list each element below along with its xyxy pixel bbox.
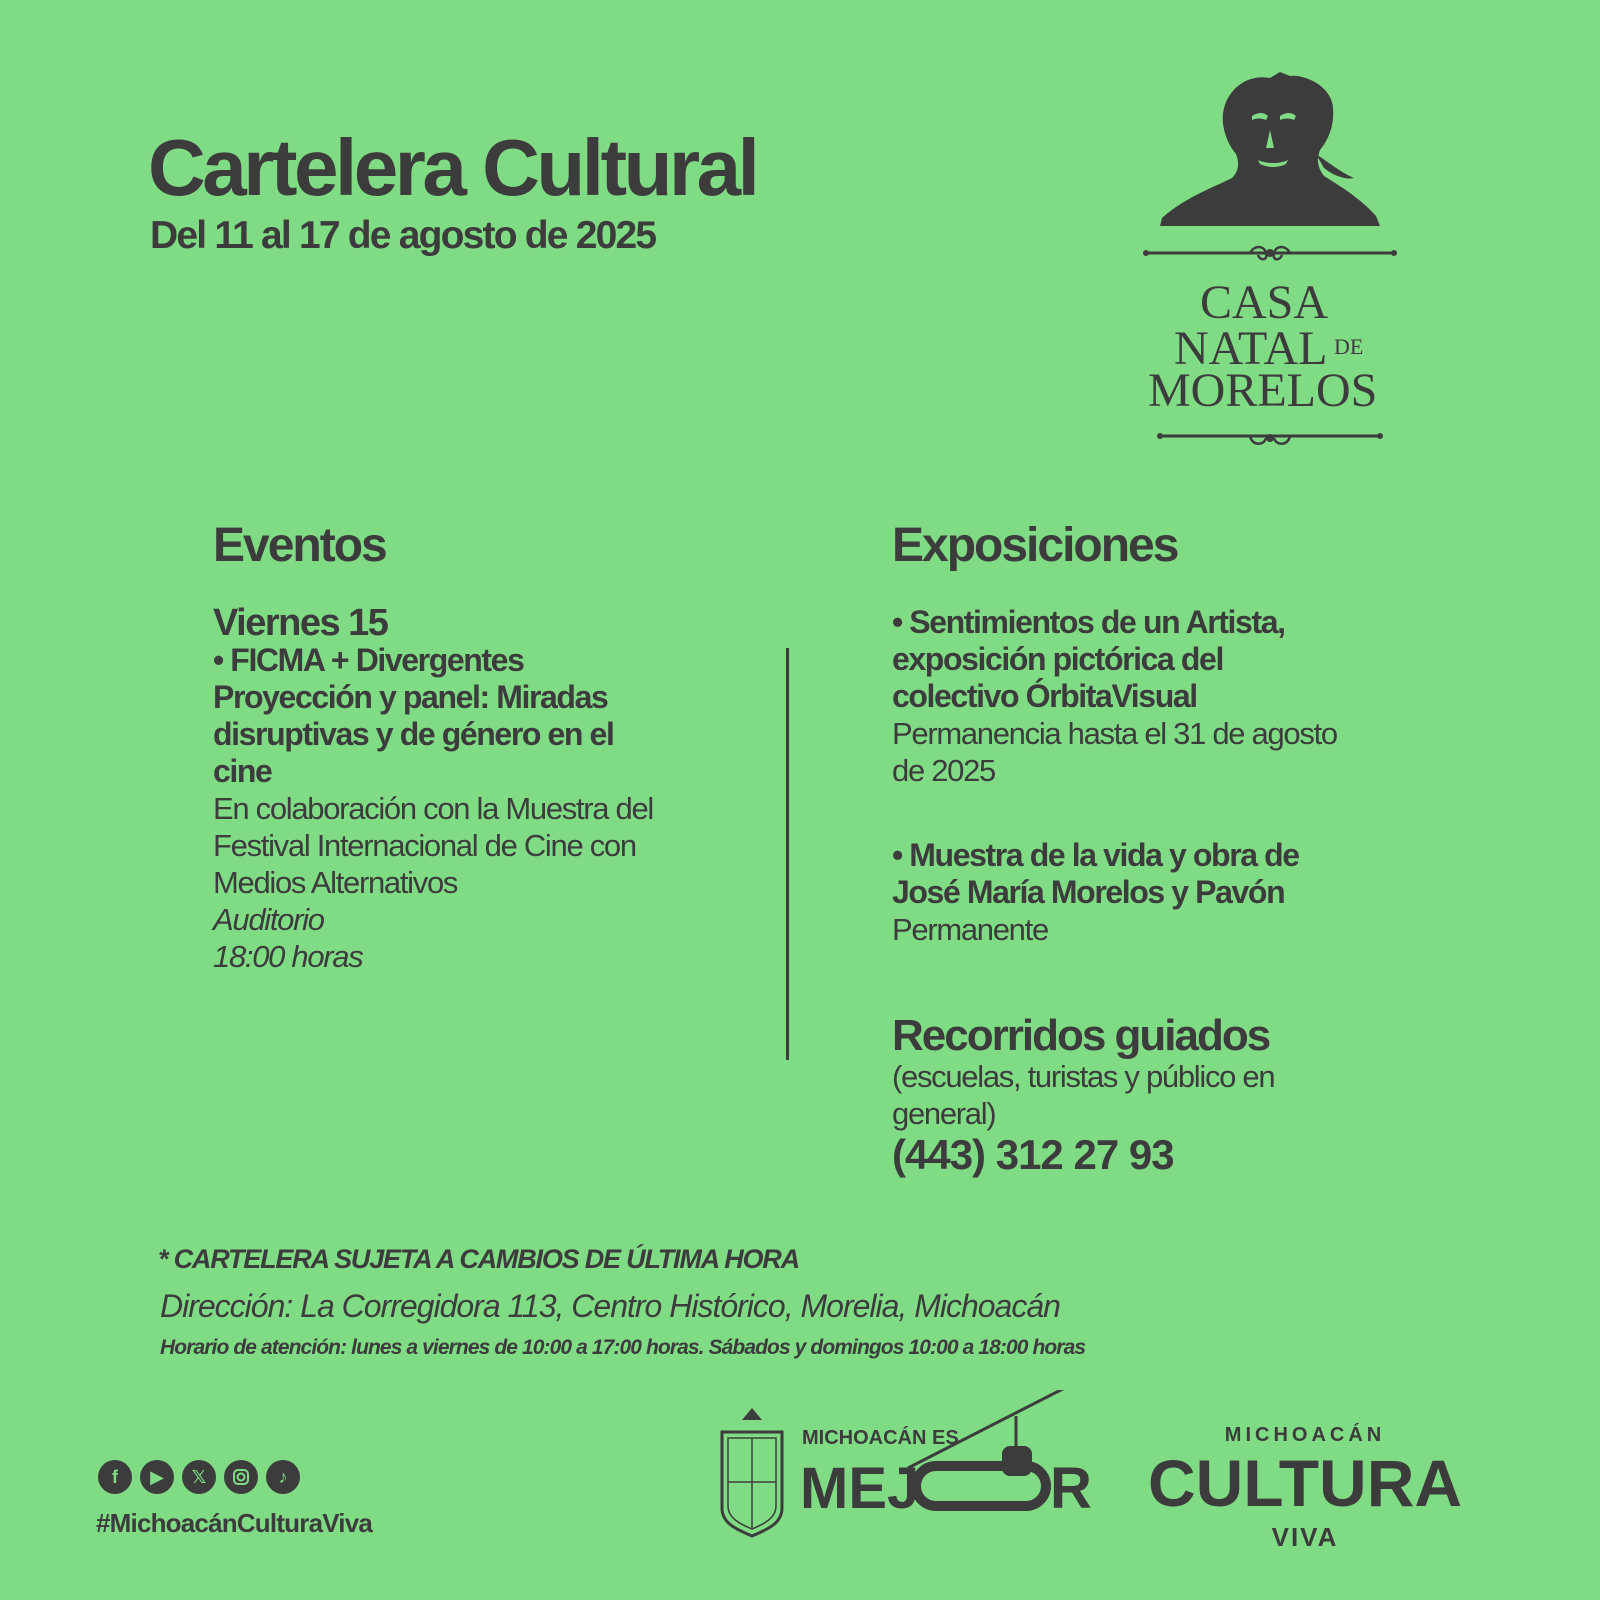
- cultura-logo-main: CULTURA: [1147, 1446, 1463, 1520]
- exhibition-note: Permanente: [892, 912, 1048, 947]
- events-heading: Eventos: [213, 519, 386, 572]
- ornament-divider-icon: [1140, 243, 1400, 263]
- svg-text:DE: DE: [1334, 334, 1364, 359]
- casa-natal-wordmark: [1140, 278, 1400, 408]
- tours-description: (escuelas, turistas y público en: [892, 1059, 1275, 1094]
- svg-text:MORELOS: MORELOS: [1148, 364, 1378, 408]
- address-text: Dirección: La Corregidora 113, Centro Histórico, Morelia, Michoacán: [160, 1288, 1060, 1324]
- facebook-icon[interactable]: f: [98, 1460, 132, 1494]
- svg-text:R: R: [1050, 1456, 1092, 1521]
- cultura-viva-logo: [1140, 1420, 1470, 1550]
- exhibitions-section: [892, 519, 1412, 1178]
- cultura-logo-bottom: VIVA: [1271, 1522, 1339, 1552]
- exhibitions-heading: Exposiciones: [892, 519, 1178, 572]
- event-day: Viernes 15: [213, 602, 388, 644]
- exhibition-note: Permanencia hasta el 31 de agosto: [892, 716, 1337, 751]
- event-title: Proyección y panel: Miradas: [213, 679, 608, 715]
- x-icon[interactable]: 𝕏: [182, 1460, 216, 1494]
- event-description: En colaboración con la Muestra del: [213, 791, 654, 826]
- exhibition-item: [892, 604, 1412, 789]
- ornament-divider-icon: [1140, 428, 1400, 448]
- event-description: Medios Alternativos: [213, 865, 458, 900]
- exhibition-note: de 2025: [892, 753, 995, 788]
- event-time: 18:00 horas: [213, 939, 363, 974]
- casa-natal-logo: [1140, 68, 1400, 468]
- event-item: [213, 642, 713, 975]
- svg-text:CASA: CASA: [1200, 278, 1329, 329]
- instagram-icon[interactable]: [224, 1460, 258, 1494]
- gov-logo-graphic: [720, 1390, 1100, 1540]
- michoacan-es-mejor-logo: [720, 1390, 1100, 1540]
- svg-text:MICHOACÁN ES: MICHOACÁN ES: [802, 1427, 959, 1449]
- exhibition-item: [892, 837, 1412, 948]
- cultura-logo-top: MICHOACÁN: [1224, 1424, 1386, 1446]
- hashtag: #MichoacánCulturaViva: [96, 1508, 373, 1538]
- events-section: [213, 519, 713, 975]
- youtube-icon[interactable]: ▶: [140, 1460, 174, 1494]
- exhibition-title: • Sentimientos de un Artista,: [892, 604, 1285, 640]
- date-range: Del 11 al 17 de agosto de 2025: [150, 214, 656, 257]
- tours-description: general): [892, 1096, 996, 1131]
- exhibition-title: • Muestra de la vida y obra de: [892, 837, 1299, 873]
- tours-heading: Recorridos guiados: [892, 1011, 1270, 1060]
- event-title: disruptivas y de género en el: [213, 716, 614, 752]
- tiktok-icon[interactable]: ♪: [266, 1460, 300, 1494]
- event-title: • FICMA + Divergentes: [213, 642, 524, 678]
- event-description: Festival Internacional de Cine con: [213, 828, 636, 863]
- event-title: cine: [213, 753, 272, 789]
- social-icons: [98, 1460, 300, 1494]
- exhibition-title: colectivo ÓrbitaVisual: [892, 678, 1197, 714]
- morelos-portrait-icon: [1140, 68, 1400, 233]
- exhibition-title: exposición pictórica del: [892, 641, 1223, 677]
- event-venue: Auditorio: [213, 902, 324, 937]
- column-divider: [786, 648, 789, 1060]
- tours-phone[interactable]: (443) 312 27 93: [892, 1131, 1174, 1178]
- svg-text:MEJ: MEJ: [800, 1456, 920, 1521]
- opening-hours: Horario de atención: lunes a viernes de 10:00 a 17:00 horas. Sábados y domingos 10:00 a 18:00 horas: [160, 1336, 1086, 1359]
- schedule-notice: * CARTELERA SUJETA A CAMBIOS DE ÚLTIMA HORA: [158, 1244, 799, 1274]
- exhibition-title: José María Morelos y Pavón: [892, 874, 1285, 910]
- svg-text:NATAL: NATAL: [1174, 322, 1328, 375]
- page-title: Cartelera Cultural: [148, 123, 757, 212]
